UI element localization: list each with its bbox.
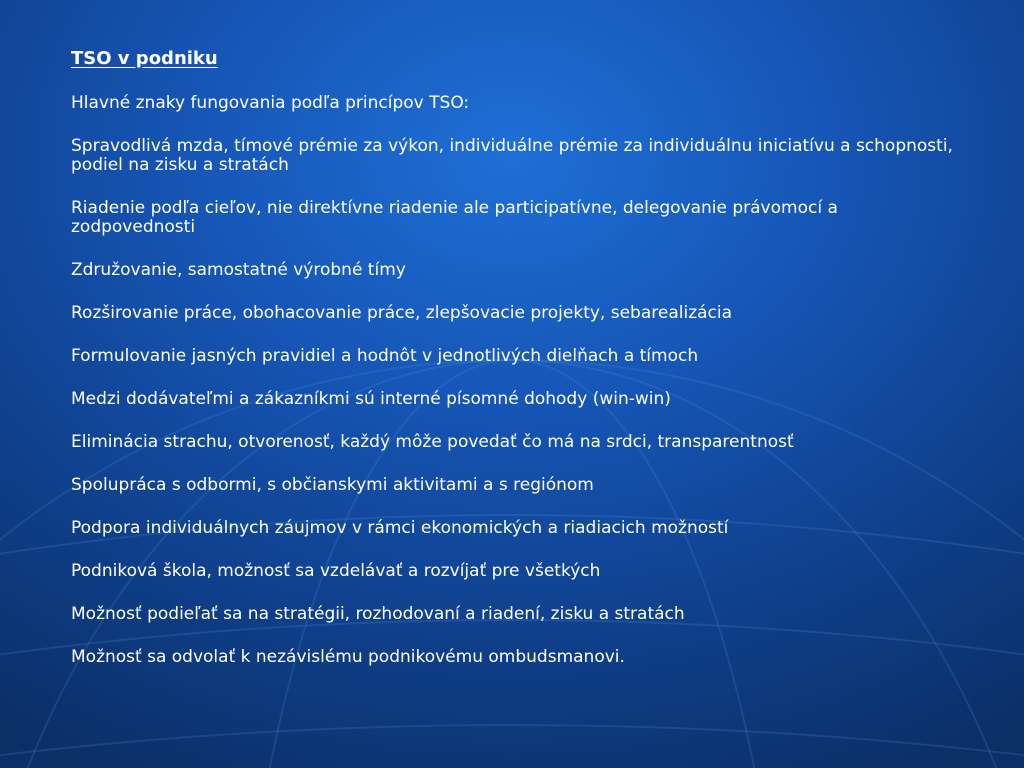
list-item: Spolupráca s odbormi, s občianskymi aktivitami a s regiónom	[71, 475, 594, 495]
list-item: Formulovanie jasných pravidiel a hodnôt v jednotlivých dielňach a tímoch	[71, 346, 699, 366]
list-item: Združovanie, samostatné výrobné tímy	[71, 260, 406, 280]
list-item: Riadenie podľa cieľov, nie direktívne riadenie ale participatívne, delegovanie právomocí a zodpovednosti	[71, 198, 838, 237]
list-item: Eliminácia strachu, otvorenosť, každý môže povedať čo má na srdci, transparentnosť	[71, 432, 794, 452]
list-item: Možnosť sa odvolať k nezávislému podnikovému ombudsmanovi.	[71, 647, 625, 667]
list-item: Podpora individuálnych záujmov v rámci ekonomických a riadiacich možností	[71, 518, 729, 538]
list-item: Medzi dodávateľmi a zákazníkmi sú interné písomné dohody (win-win)	[71, 389, 671, 409]
slide-content	[71, 48, 961, 691]
list-item: Podniková škola, možnosť sa vzdelávať a rozvíjať pre všetkých	[71, 561, 601, 581]
bullet-list	[71, 94, 961, 667]
list-item: Spravodlivá mzda, tímové prémie za výkon, individuálne prémie za individuálnu iniciatívu a schopnosti, podiel na zisku a stratách	[71, 136, 953, 175]
list-item: Hlavné znaky fungovania podľa princípov TSO:	[71, 93, 470, 113]
list-item: Rozširovanie práce, obohacovanie práce, zlepšovacie projekty, sebarealizácia	[71, 303, 733, 323]
list-item: Možnosť podieľať sa na stratégii, rozhodovaní a riadení, zisku a stratách	[71, 604, 685, 624]
slide-title: TSO v podniku	[71, 48, 218, 69]
